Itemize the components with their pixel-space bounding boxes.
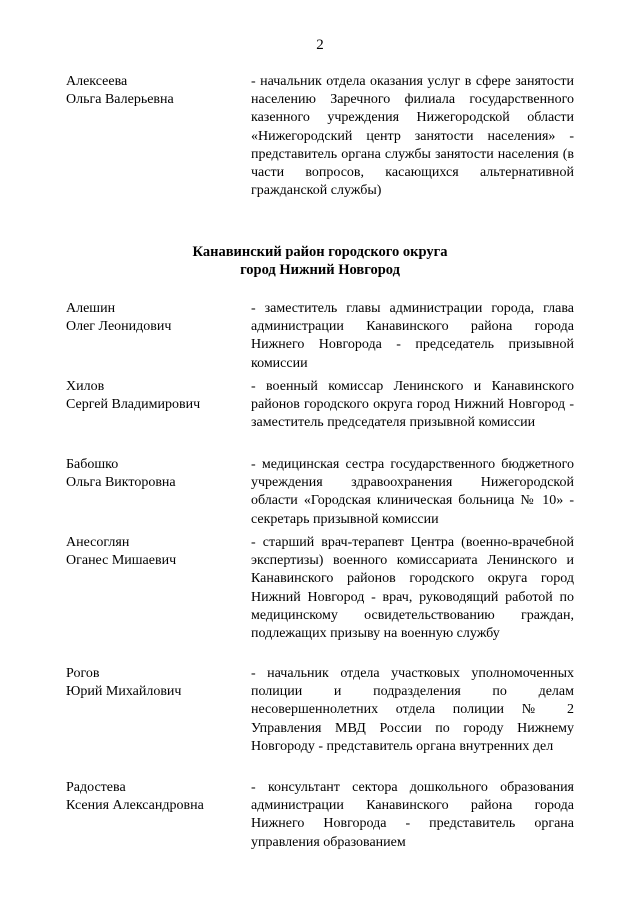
member-surname: Алешин	[66, 301, 116, 316]
member-name	[66, 73, 246, 109]
section-heading-line-2: город Нижний Новгород	[240, 262, 400, 278]
section-heading-line-1: Канавинский район городского округа	[192, 244, 448, 260]
member-name	[66, 300, 246, 336]
member-given-name: Ольга Валерьевна	[66, 92, 174, 107]
member-role: - военный комиссар Ленинского и Канавинского районов городского округа город Нижний Новгород - заместитель председателя призывной комиссии	[251, 379, 574, 431]
member-name	[66, 378, 246, 414]
page-number: 2	[316, 37, 324, 53]
member-given-name: Олег Леонидович	[66, 319, 172, 334]
member-surname: Алексеева	[66, 74, 128, 89]
member-given-name: Ольга Викторовна	[66, 475, 176, 490]
member-name	[66, 456, 246, 492]
member-given-name: Ксения Александровна	[66, 798, 204, 813]
member-surname: Анесоглян	[66, 535, 130, 550]
member-given-name: Сергей Владимирович	[66, 397, 201, 412]
member-role: - начальник отдела участковых уполномоченных полиции и подразделения по делам несовершеннолетних отдела полиции № 2 Управления МВД России по городу Нижнему Новгороду - представитель органа внутренних дел	[251, 666, 574, 754]
member-role: - старший врач-терапевт Центра (военно-врачебной экспертизы) военного комиссариата Ленинского и Канавинского районов городского округа город Нижний Новгород - врач, руководящий работой по медицинскому освидетельствованию граждан, подлежащих призыву на военную службу	[251, 535, 574, 642]
member-surname: Радостева	[66, 780, 126, 795]
member-role: - заместитель главы администрации города, глава администрации Канавинского района города Нижнего Новгорода - председатель призывной комиссии	[251, 301, 574, 371]
member-surname: Бабошко	[66, 457, 119, 472]
member-given-name: Юрий Михайлович	[66, 684, 182, 699]
member-name	[66, 779, 246, 815]
member-name	[66, 534, 246, 570]
section-heading	[0, 243, 640, 279]
member-role: - медицинская сестра государственного бюджетного учреждения здравоохранения Нижегородской области «Городская клиническая больница № 10» - секретарь призывной комиссии	[251, 457, 574, 527]
member-surname: Рогов	[66, 666, 100, 681]
member-given-name: Оганес Мишаевич	[66, 553, 177, 568]
member-role: - начальник отдела оказания услуг в сфере занятости населению Заречного филиала государственного казенного учреждения Нижегородской области «Нижегородский центр занятости населения» - представитель органа службы занятости населения (в части вопросов, касающихся альтернативной гражданской службы)	[251, 74, 574, 199]
member-surname: Хилов	[66, 379, 105, 394]
member-name	[66, 665, 246, 701]
member-role: - консультант сектора дошкольного образования администрации Канавинского района города Нижнего Новгорода - представитель органа управления образованием	[251, 780, 574, 850]
